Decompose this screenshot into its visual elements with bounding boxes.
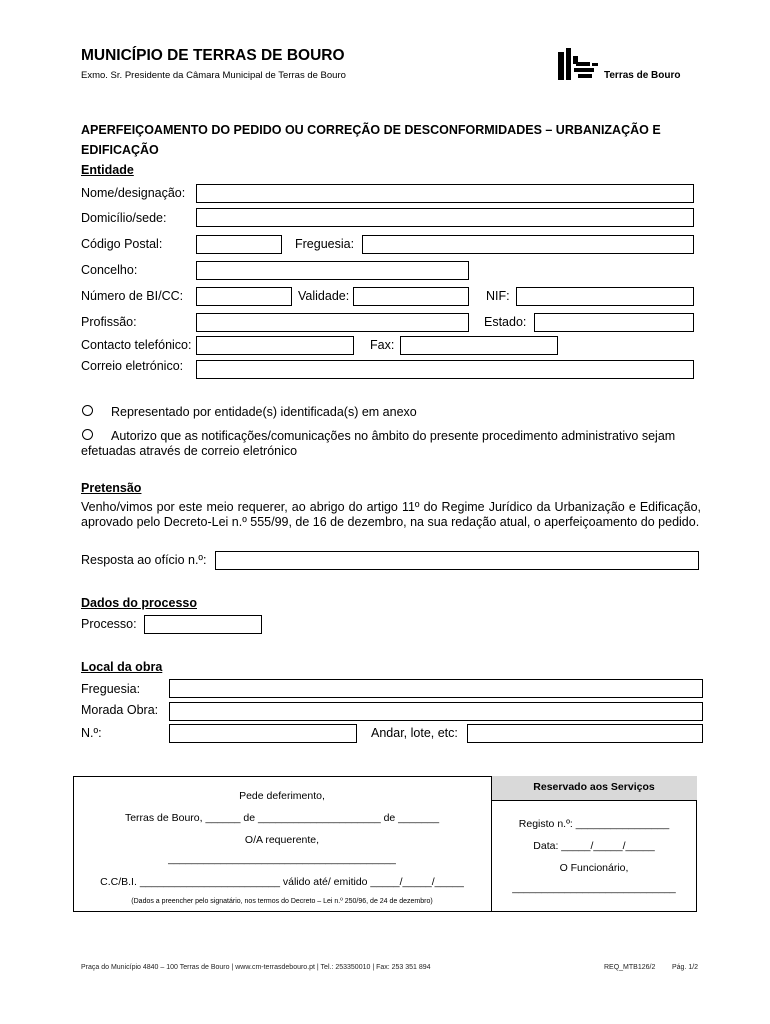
fax-input[interactable] [400, 336, 558, 355]
signatario-note: (Dados a preencher pelo signatário, nos termos do Decreto – Lei n.º 250/96, de 24 de dezembro) [131, 898, 433, 905]
domicilio-input[interactable] [196, 208, 694, 227]
cc-line: C.C/B.I. ________________________ válido até/ emitido _____/_____/_____ [100, 876, 464, 888]
nome-input[interactable] [196, 184, 694, 203]
andar-label: Andar, lote, etc: [371, 726, 458, 740]
correio-input[interactable] [196, 360, 694, 379]
local-freguesia-label: Freguesia: [81, 682, 141, 696]
nif-label: NIF: [486, 289, 510, 303]
morada-label: Morada Obra: [81, 703, 159, 717]
document-title: APERFEIÇOAMENTO DO PEDIDO OU CORREÇÃO DE DESCONFORMIDADES – URBANIZAÇÃO E EDIFICAÇÃO [81, 123, 661, 157]
nif-input[interactable] [516, 287, 694, 306]
section-pretensao-heading: Pretensão [81, 481, 142, 495]
concelho-input[interactable] [196, 261, 469, 280]
freguesia-label: Freguesia: [295, 237, 355, 251]
reserved-heading: Reservado aos Serviços [533, 781, 655, 793]
footer-ref: REQ_MTB126/2 [604, 964, 656, 971]
section-local-heading: Local da obra [81, 660, 163, 674]
contacto-label: Contacto telefónico: [81, 338, 192, 352]
representado-label: Representado por entidade(s) identificada(s) em anexo [111, 405, 417, 419]
data-line: Data: _____/_____/_____ [533, 840, 655, 852]
fax-label: Fax: [370, 338, 395, 352]
requerente-label: O/A requerente, [244, 834, 320, 846]
concelho-label: Concelho: [81, 263, 138, 277]
pretensao-text: Venho/vimos por este meio requerer, ao abrigo do artigo 11º do Regime Jurídico da Urbanização e Edificação, aprovado pelo Decreto-Lei n.º 555/99, de 16 de dezembro, na sua redação atual, o aperfeiçoamento do pedido. [81, 500, 701, 529]
municipality-logo [556, 46, 688, 86]
footer-address: Praça do Município 4840 – 100 Terras de Bouro | www.cm-terrasdebouro.pt | Tel.: 253350010 | Fax: 253 351 894 [81, 964, 431, 971]
logo-text: Terras de Bouro [604, 70, 681, 81]
funcionario-signature-line: ____________________________ [512, 882, 676, 894]
autorizo-label: Autorizo que as notificações/comunicações no âmbito do presente procedimento administrativo sejam efetuadas através de correio eletrónico [81, 429, 676, 458]
freguesia-input[interactable] [362, 235, 694, 254]
numero-bi-label: Número de BI/CC: [81, 289, 184, 303]
estado-label: Estado: [484, 315, 527, 329]
representado-radio[interactable] [82, 405, 93, 416]
estado-input[interactable] [534, 313, 694, 332]
section-dados-heading: Dados do processo [81, 596, 197, 610]
pede-deferimento: Pede deferimento, [239, 790, 325, 802]
codigo-postal-input[interactable] [196, 235, 282, 254]
local-data-line: Terras de Bouro, ______ de _____________________ de _______ [124, 812, 440, 824]
funcionario-label: O Funcionário, [559, 862, 629, 874]
domicilio-label: Domicílio/sede: [81, 211, 167, 225]
footer-page: Pág. 1/2 [672, 964, 699, 971]
registo-line: Registo n.º: ________________ [518, 818, 670, 830]
numero-label: N.º: [81, 726, 102, 740]
numero-bi-input[interactable] [196, 287, 292, 306]
numero-input[interactable] [169, 724, 357, 743]
section-entidade-heading: Entidade [81, 163, 134, 177]
morada-input[interactable] [169, 702, 703, 721]
contacto-input[interactable] [196, 336, 354, 355]
validade-label: Validade: [298, 289, 350, 303]
nome-label: Nome/designação: [81, 186, 186, 200]
validade-input[interactable] [353, 287, 469, 306]
resposta-input[interactable] [215, 551, 699, 570]
page-subtitle: Exmo. Sr. Presidente da Câmara Municipal de Terras de Bouro [81, 70, 346, 81]
processo-input[interactable] [144, 615, 262, 634]
profissao-input[interactable] [196, 313, 469, 332]
processo-label: Processo: [81, 617, 137, 631]
requerente-signature-line[interactable]: _______________________________________ [168, 853, 396, 865]
local-freguesia-input[interactable] [169, 679, 703, 698]
andar-input[interactable] [467, 724, 703, 743]
profissao-label: Profissão: [81, 315, 137, 329]
codigo-postal-label: Código Postal: [81, 237, 163, 251]
correio-label: Correio eletrónico: [81, 359, 184, 373]
page-title: MUNICÍPIO DE TERRAS DE BOURO [81, 47, 345, 64]
resposta-label: Resposta ao ofício n.º: [81, 553, 207, 567]
